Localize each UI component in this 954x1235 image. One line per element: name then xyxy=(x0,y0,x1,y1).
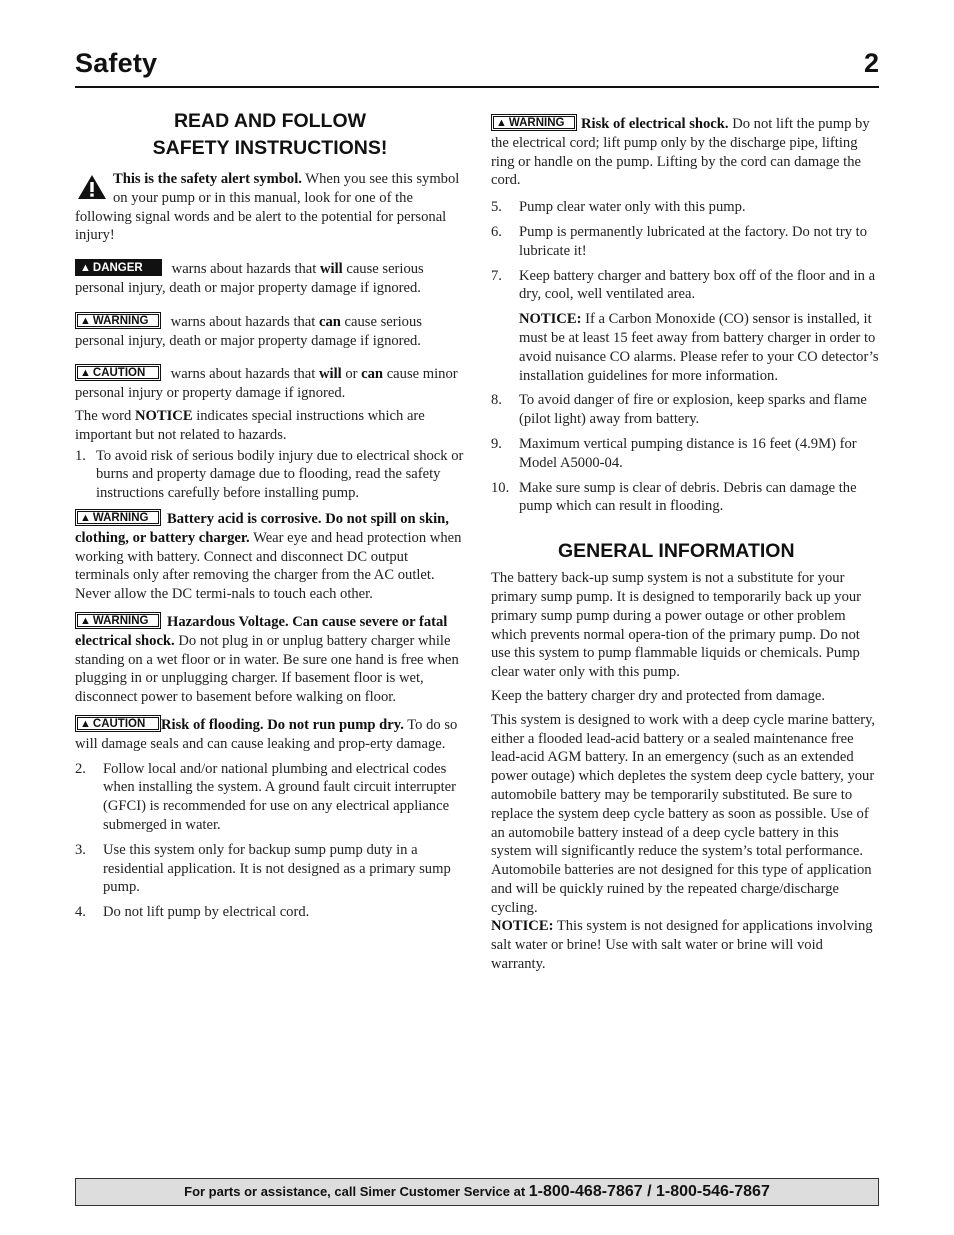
caution-bold1: will xyxy=(318,366,342,383)
list-item: 8. To avoid danger of fire or explosion, keep sparks and flame (pilot light) away from battery. xyxy=(491,392,867,428)
list-item-text: Do not lift pump by electrical cord. xyxy=(103,904,310,921)
safety-list-1 xyxy=(75,447,465,503)
caution-label: CAUTION xyxy=(92,717,146,730)
list-item: 5. Pump clear water only with this pump. xyxy=(491,199,746,216)
danger-text1: warns about hazards that xyxy=(171,261,320,278)
safety-list-3 xyxy=(491,198,880,304)
warning-definition xyxy=(75,312,465,351)
general-paragraph-1: The battery back-up sump system is not a substitute for your primary sump pump. It is designed to temporarily back up your primary sump pump during a power outage or other problem which prevents normal opera-tion of the primary pump. Do not use this system to pump flammable liquids or chemicals. Pump clear water only with this pump. xyxy=(491,570,862,681)
voltage-warning-bold: Hazardous Voltage. Can cause severe or fatal electrical shock. xyxy=(75,613,448,649)
voltage-warning-text: Do not plug in or unplug battery charger while standing on a wet floor or in water. Be sure one hand is free when plugging in or unplugging charger. If basement floor is wet, disconnect power to basement before walking on floor. xyxy=(75,632,459,706)
left-column xyxy=(75,108,465,930)
warning-signal-badge xyxy=(491,114,577,131)
caution-mid: or xyxy=(341,366,362,383)
safety-list-2 xyxy=(75,760,465,922)
caution-definition xyxy=(75,364,465,403)
list-item: 4. Do not lift pump by electrical cord. xyxy=(75,904,310,921)
co-notice-text: If a Carbon Monoxide (CO) sensor is installed, it must be at least 15 feet away from battery charger in order to avoid nuisance CO alarms. Please refer to your CO detector’s installation guidelines for more information. xyxy=(519,311,879,384)
warning-signal-badge xyxy=(75,312,161,329)
electrical-shock-warning xyxy=(491,114,880,190)
footer-contact-bar xyxy=(75,1178,879,1206)
general-paragraph-2: Keep the battery charger dry and protected from damage. xyxy=(491,687,826,704)
list-item: 9. Maximum vertical pumping distance is 16 feet (4.9M) for Model A5000-04. xyxy=(491,435,857,471)
right-column xyxy=(491,114,880,982)
general-information-heading: GENERAL INFORMATION xyxy=(558,540,795,563)
shock-warning-bold: Risk of electrical shock. xyxy=(581,116,729,132)
alert-triangle-icon: ▲ xyxy=(80,314,91,327)
footer-text: For parts or assistance, call Simer Customer Service at xyxy=(184,1184,529,1199)
list-item-text: To avoid risk of serious bodily injury due to electrical shock or burns and property damage due to flooding, read the safety instructions carefully before installing pump. xyxy=(96,447,464,502)
alert-triangle-icon: ▲ xyxy=(80,511,91,524)
footer-phone-numbers: 1-800-468-7867 / 1-800-546-7867 xyxy=(528,1183,770,1200)
list-item: 3. Use this system only for backup sump pump duty in a residential application. It is not designed as a primary sump pump. xyxy=(75,841,451,896)
warning-signal-badge xyxy=(75,612,161,629)
danger-text2: cause serious personal injury, death or major property damage if ignored. xyxy=(75,261,424,296)
list-item-text: Follow local and/or national plumbing and electrical codes when installing the system. A ground fault circuit interrupter (GFCI) is recommended for use on any electrical appliance submerged in water. xyxy=(103,760,457,833)
alert-symbol-bold: This is the safety alert symbol. xyxy=(113,171,302,187)
battery-acid-warning xyxy=(75,509,465,604)
alert-triangle-icon: ▲ xyxy=(80,262,91,275)
warning-label: WARNING xyxy=(92,314,149,327)
general-notice-bold: NOTICE: xyxy=(491,918,554,935)
alert-triangle-icon: ▲ xyxy=(80,717,91,730)
voltage-warning xyxy=(75,612,465,707)
warning-text1: warns about hazards that xyxy=(170,313,319,330)
warning-label: WARNING xyxy=(92,614,149,627)
alert-triangle-icon: ▲ xyxy=(80,367,91,380)
caution-signal-badge xyxy=(75,364,161,381)
battery-warning-text: Wear eye and head protection when working with battery. Connect and disconnect DC output terminals only after removing the charger from the AC outlet. Never allow the DC termi-nals to touch each other. xyxy=(75,529,462,603)
general-notice-text: This system is not designed for applications involving salt water or brine! Use with salt water or brine will void warranty. xyxy=(491,918,873,973)
alert-triangle-icon: ▲ xyxy=(80,614,91,627)
list-item xyxy=(75,447,465,503)
page-title: Safety xyxy=(75,48,158,78)
danger-bold: will xyxy=(319,261,343,278)
shock-warning-text: Do not lift the pump by the electrical cord; lift pump only by the discharge pipe, lifting ring or handle on the pump. Lifting by the cord can damage the cord. xyxy=(491,116,870,189)
safety-heading-line1: READ AND FOLLOW xyxy=(173,110,367,132)
list-item: 6. Pump is permanently lubricated at the factory. Do not try to lubricate it! xyxy=(491,223,867,259)
list-item: 10. Make sure sump is clear of debris. Debris can damage the pump which can result in flooding. xyxy=(491,479,857,515)
safety-heading xyxy=(75,108,465,162)
list-item-number: 1. xyxy=(75,447,86,464)
list-item: 7. Keep battery charger and battery box off of the floor and in a dry, cool, well ventilated area. xyxy=(491,267,876,303)
warning-bold: can xyxy=(318,313,341,330)
flooding-caution-text: To do so will damage seals and can cause leaking and prop-erty damage. xyxy=(75,716,458,752)
flooding-caution-bold: Risk of flooding. Do not run pump dry. xyxy=(161,716,404,733)
danger-label: DANGER xyxy=(92,262,143,275)
caution-text1: warns about hazards that xyxy=(170,366,319,383)
list-item: 2. Follow local and/or national plumbing and electrical codes when installing the system. A ground fault circuit interrupter (GFCI) is recommended for use on any electrical appliance submerged in water. xyxy=(75,760,457,833)
warning-label: WARNING xyxy=(92,511,149,524)
warning-signal-badge xyxy=(75,509,161,526)
list-item-text: Pump clear water only with this pump. xyxy=(519,199,746,216)
safety-alert-triangle-icon xyxy=(77,174,107,200)
notice-post: indicates special instructions which are important but not related to hazards. xyxy=(75,407,425,443)
list-item-text: Maximum vertical pumping distance is 16 feet (4.9M) for Model A5000-04. xyxy=(519,435,857,471)
list-item-text: To avoid danger of fire or explosion, keep sparks and flame (pilot light) away from battery. xyxy=(519,392,867,428)
general-notice xyxy=(491,917,880,973)
page-header xyxy=(75,48,879,88)
flooding-caution xyxy=(75,715,465,754)
danger-definition xyxy=(75,259,465,298)
list-item-text: Keep battery charger and battery box off of the floor and in a dry, cool, well ventilated area. xyxy=(519,267,876,303)
list-item-text: Make sure sump is clear of debris. Debris can damage the pump which can result in flooding. xyxy=(519,479,857,515)
warning-label: WARNING xyxy=(508,117,565,129)
battery-warning-bold: Battery acid is corrosive. Do not spill on skin, clothing, or battery charger. xyxy=(75,510,449,546)
caution-label: CAUTION xyxy=(92,367,146,380)
notice-definition xyxy=(75,407,465,445)
co-notice-bold: NOTICE: xyxy=(519,311,582,328)
alert-symbol-paragraph xyxy=(75,170,465,245)
caution-text2: cause minor personal injury or property damage if ignored. xyxy=(75,366,458,402)
notice-pre: The word xyxy=(75,407,135,424)
safety-heading-line2: SAFETY INSTRUCTIONS! xyxy=(152,137,388,159)
page-number: 2 xyxy=(863,48,879,78)
general-paragraph-3: This system is designed to work with a deep cycle marine battery, either a flooded lead-acid battery or a sealed maintenance free lead-acid AGM battery. In an emergency (such as an extended power outage) which depletes the system deep cycle battery, your automobile battery may be temporarily substituted. Be sure to replace the system deep cycle battery as soon as possible. Use of an automobile battery instead of a deep cycle battery in this system will significantly reduce the system’s total performance. Automobile batteries are not designed for this type of application and will be quickly ruined by the repeated charge/discharge cycling. xyxy=(491,711,876,916)
caution-bold2: can xyxy=(361,366,384,383)
safety-list-4 xyxy=(491,391,880,516)
alert-triangle-icon: ▲ xyxy=(496,117,507,129)
list-item-text: Pump is permanently lubricated at the factory. Do not try to lubricate it! xyxy=(519,223,867,259)
co-sensor-notice xyxy=(491,310,880,385)
caution-signal-badge xyxy=(75,715,161,732)
warning-text2: cause serious personal injury, death or major property damage if ignored. xyxy=(75,313,422,349)
danger-signal-badge xyxy=(75,259,162,276)
list-item-text: Use this system only for backup sump pump duty in a residential application. It is not designed as a primary sump pump. xyxy=(103,841,451,896)
alert-symbol-text: When you see this symbol on your pump or in this manual, look for one of the following signal words and be alert to the potential for personal injury! xyxy=(75,171,460,244)
notice-bold: NOTICE xyxy=(134,407,193,424)
